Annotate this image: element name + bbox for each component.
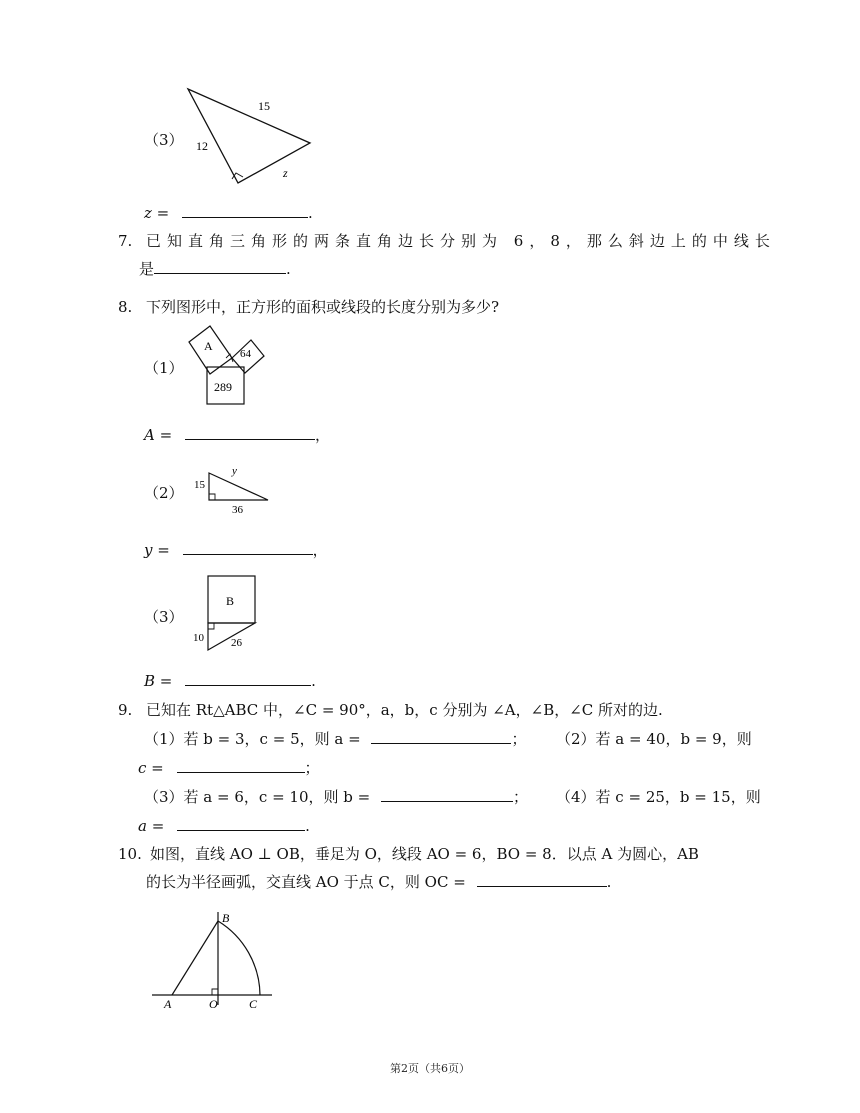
q8-p3-end: . [311, 672, 316, 690]
q8-p2-base-label: 36 [232, 504, 243, 516]
q10-number: 10. [118, 845, 142, 863]
q10-line2-text: 的长为半径画弧，交直线 AO 于点 C，则 OC = [146, 873, 466, 891]
q6-answer-var: z = [144, 204, 170, 222]
q7-end: . [286, 260, 291, 278]
q8-p3-leg-label: 10 [193, 632, 204, 644]
q8-p2-label: （2） [144, 484, 184, 502]
q9-p2-text: （2）若 a = 40，b = 9，则 [556, 730, 752, 748]
q6-leg-label: 12 [196, 139, 208, 153]
q6-answer-end: . [308, 204, 313, 222]
q9-p1-text: （1）若 b = 3，c = 5，则 a = [144, 730, 361, 748]
q8-p1-answer-var: A = [144, 426, 173, 444]
q10-end: . [606, 873, 612, 891]
q9-p3-text: （3）若 a = 6，c = 10，则 b = [144, 788, 371, 806]
q8-p3-hyp-label: 26 [231, 637, 242, 649]
q10-label-b: B [222, 911, 230, 925]
q6-part3-label: （3） [144, 131, 184, 149]
q8-p2-end: ， [312, 541, 328, 559]
q10-line1: 如图，直线 AO ⊥ OB，垂足为 O，线段 AO = 6，BO = 8．以点 A 为圆心，AB [150, 845, 699, 863]
q7-line2-text: 是 [139, 260, 155, 278]
q7-line1: 已知直角三角形的两条直角边长分别为 6，8，那么斜边上的中线长 [146, 232, 776, 250]
q8-p3-answer-var: B = [144, 672, 173, 690]
q9-number: 9. [118, 701, 133, 719]
q8-p1-label: （1） [144, 359, 184, 377]
q8-p3-sq-b: B [226, 594, 235, 608]
q8-p2-leg-label: 15 [194, 479, 205, 491]
q8-p1-sq-64: 64 [240, 348, 251, 360]
q9-p2-end: ； [304, 759, 320, 777]
q8-text: 下列图形中，正方形的面积或线段的长度分别为多少? [146, 298, 500, 316]
page-footer: 第2页（共6页） [390, 1062, 470, 1075]
q9-intro: 已知在 Rt△ABC 中，∠C = 90°，a，b，c 分别为 ∠A，∠B，∠C 所对的边. [146, 701, 663, 719]
q9-p4-end: . [305, 817, 310, 835]
q8-p2-hyp-label: y [232, 465, 237, 477]
q9-p3-end: ； [512, 788, 528, 806]
q9-p2-var: c = [138, 759, 164, 777]
q8-p1-sq-289: 289 [214, 380, 232, 394]
q7-number: 7. [118, 232, 133, 250]
q6-hyp-label: 15 [258, 99, 270, 113]
q8-p1-sq-a: A [204, 339, 213, 353]
q10-label-o: O [209, 997, 218, 1011]
q9-p1-end: ； [511, 730, 527, 748]
q8-p2-answer-var: y = [144, 541, 170, 559]
q8-p1-end: ， [314, 426, 330, 444]
q10-label-c: C [249, 997, 258, 1011]
q10-label-a: A [164, 997, 172, 1011]
q6-z-label: z [283, 166, 288, 180]
q9-p4-text: （4）若 c = 25，b = 15，则 [556, 788, 761, 806]
q8-p3-label: （3） [144, 608, 184, 626]
q8-number: 8. [118, 298, 133, 316]
q9-p4-var: a = [138, 817, 165, 835]
